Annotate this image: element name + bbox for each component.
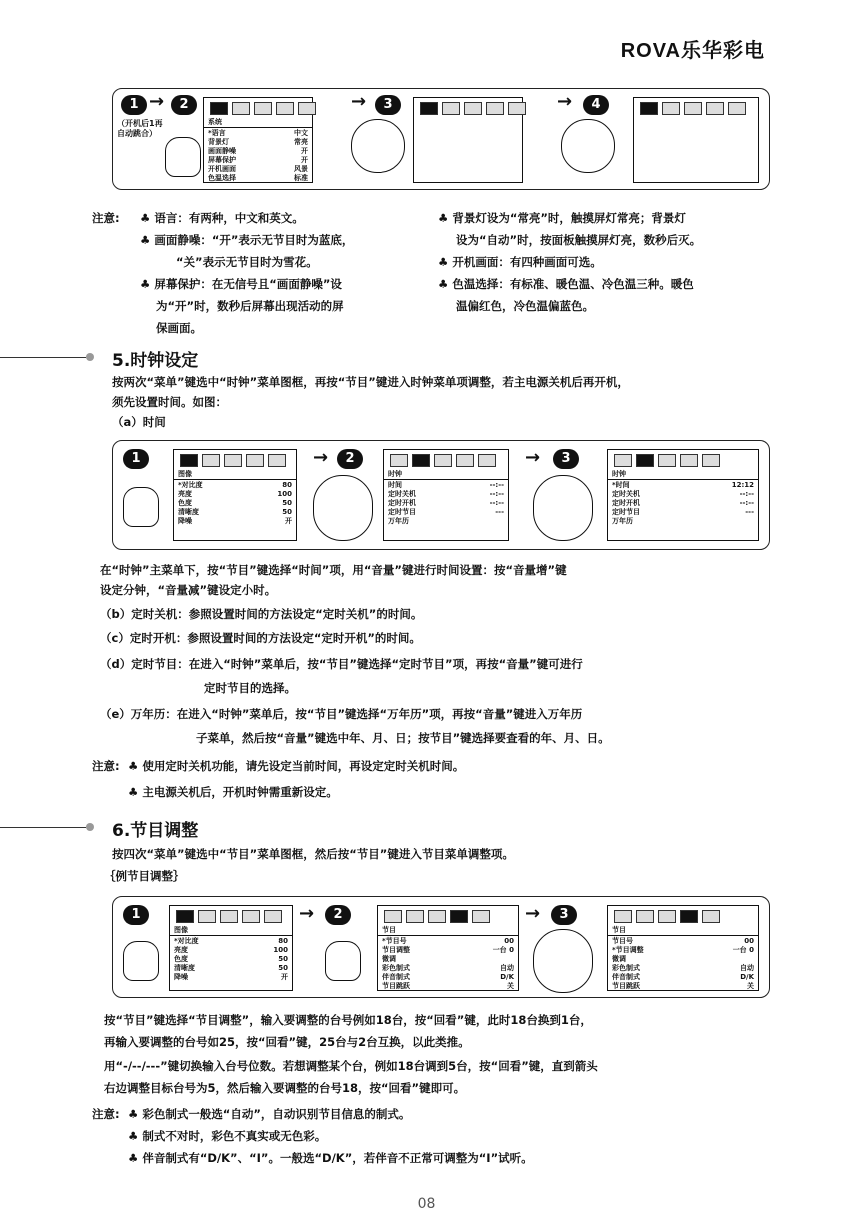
menu-row: 节目号 00 (612, 937, 754, 945)
menu-screen-clock-set: 时钟 *时间 12:12 定时关机 --:-- 定时开机 --:-- 定时节目 --- 万年历 (607, 449, 759, 541)
menu-row: *节目号 00 (382, 937, 514, 945)
hand-icon (325, 941, 361, 981)
menu-screen-program-adjust: 节目 节目号 00 *节目调整 一台 0 微调 彩色制式 自动 伴音制式 D/K 节目跳跃 关 (607, 905, 759, 991)
note-item: ♣ 制式不对时，彩色不真实或无色彩。 (128, 1129, 327, 1143)
menu-row: 万年历 (388, 517, 409, 525)
note-item: ♣ 语言：有两种，中文和英文。 (140, 211, 304, 225)
paragraph: 用“-/--/---”键切换输入台号位数。若想调整某个台，例如18台调到5台，按“回看”键，直到箭头 (104, 1059, 598, 1073)
note-item: 设为“自动”时，按面板触摸屏灯亮，数秒后灭。 (456, 233, 702, 247)
menu-row: 定时关机 --:-- (388, 490, 504, 498)
note-item: ♣ 使用定时关机功能，请先设定当前时间，再设定定时关机时间。 (128, 759, 465, 773)
paragraph: 右边调整目标台号为5，然后输入要调整的台号18，按“回看”键即可。 (104, 1081, 466, 1095)
note-item: ♣ 背景灯设为“常亮”时，触摸屏灯常亮；背景灯 (438, 211, 686, 225)
remote-keypad-icon (351, 119, 405, 173)
menu-row: 节目跳跃 关 (382, 982, 514, 990)
menu-row: 开机画面 风景 (208, 165, 308, 173)
menu-row: 定时节目 --- (388, 508, 504, 516)
figure-hint: （开机后1再 自动跳合） (117, 119, 163, 138)
figure-system-menu (112, 88, 770, 190)
figure-clock-menu: 1 图像 *对比度 80 亮度 100 色度 50 清晰度 50 降噪 开 → 2 时钟 时间 --:-- 定时关机 --:-- 定时开机 --:-- 定时节目 --- 万年历 → 3 时钟 *时间 12:12 定时关机 --:-- 定时开机 --:-- 定时节目 --- 万年历 (112, 440, 770, 550)
menu-row: 微调 (382, 955, 396, 963)
note-item: 为“开”时，数秒后屏幕出现活动的屏 (156, 299, 344, 313)
note-item: ♣ 主电源关机后，开机时钟需重新设定。 (128, 785, 338, 799)
arrow-icon: → (149, 91, 165, 112)
menu-row: 时间 --:-- (388, 481, 504, 489)
menu-row: *对比度 80 (174, 937, 288, 945)
arrow-icon: → (351, 91, 367, 112)
menu-row: 伴音制式 D/K (382, 973, 514, 981)
paragraph: （b）定时关机：参照设置时间的方法设定“定时关机”的时间。 (100, 607, 423, 621)
menu-row: 彩色制式 自动 (382, 964, 514, 972)
paragraph: （c）定时开机：参照设置时间的方法设定“定时开机”的时间。 (100, 631, 421, 645)
paragraph: （d）定时节目：在进入“时钟”菜单后，按“节目”键选择“定时节目”项，再按“音量”键可进行 (100, 657, 583, 671)
note-item: 保画面。 (156, 321, 202, 335)
menu-row: *对比度 80 (178, 481, 292, 489)
page-number: 08 (417, 1196, 436, 1212)
step-3-badge: 3 (375, 95, 401, 115)
menu-row: 降噪 开 (178, 517, 292, 525)
paragraph: （e）万年历：在进入“时钟”菜单后，按“节目”键选择“万年历”项，再按“音量”键进入万年历 (100, 707, 583, 721)
subheading: （a）时间 (112, 415, 166, 429)
note-label: 注意: (92, 1107, 120, 1121)
menu-row: *节目调整 一台 0 (612, 946, 754, 954)
note-item: ♣ 开机画面：有四种画面可选。 (438, 255, 602, 269)
menu-screen-program: 节目 *节目号 00 节目调整 一台 0 微调 彩色制式 自动 伴音制式 D/K 节目跳跃 关 (377, 905, 519, 991)
note-label: 注意: (92, 211, 120, 225)
menu-row: 降噪 开 (174, 973, 288, 981)
paragraph: 定时节目的选择。 (204, 681, 296, 695)
subheading: ｛例节目调整｝ (104, 869, 185, 883)
menu-row: 定时节目 --- (612, 508, 754, 516)
paragraph: 按四次“菜单”键选中“节目”菜单图框，然后按“节目”键进入节目菜单调整项。 (112, 847, 514, 861)
hand-icon (123, 941, 159, 981)
menu-title: 系统 (204, 118, 312, 128)
menu-row: 定时开机 --:-- (612, 499, 754, 507)
menu-row: *时间 12:12 (612, 481, 754, 489)
hand-icon (123, 487, 159, 527)
menu-row: *语言 中文 (208, 129, 308, 137)
menu-row: 画面静噪 开 (208, 147, 308, 155)
note-item: ♣ 屏幕保护：在无信号且“画面静噪”设 (140, 277, 342, 291)
note-item: 温偏红色，冷色温偏蓝色。 (456, 299, 594, 313)
section-title-clock: 5.时钟设定 (112, 351, 199, 371)
menu-screen-3 (633, 97, 759, 183)
paragraph: 设定分钟，“音量减”键设定小时。 (100, 583, 277, 597)
remote-keypad-icon (533, 929, 593, 993)
menu-screen-clock: 时钟 时间 --:-- 定时关机 --:-- 定时开机 --:-- 定时节目 --- 万年历 (383, 449, 509, 541)
menu-row: 色度 50 (178, 499, 292, 507)
menu-row: 亮度 100 (178, 490, 292, 498)
paragraph: 在“时钟”主菜单下，按“节目”键选择“时间”项，用“音量”键进行时间设置：按“音量增”键 (100, 563, 567, 577)
note-label: 注意: (92, 759, 120, 773)
note-item: ♣ 伴音制式有“D/K”、“I”。一般选“D/K”，若伴音不正常可调整为“I”试听。 (128, 1151, 533, 1165)
menu-row: 色温选择 标准 (208, 174, 308, 182)
menu-row: 微调 (612, 955, 626, 963)
menu-row: 伴音制式 D/K (612, 973, 754, 981)
menu-row: 清晰度 50 (178, 508, 292, 516)
paragraph: 按“节目”键选择“节目调整”，输入要调整的台号例如18台，按“回看”键，此时18台换到1台， (104, 1013, 592, 1027)
menu-row: 屏幕保护 开 (208, 156, 308, 164)
note-item: “关”表示无节目时为雪花。 (176, 255, 318, 269)
step-2-badge: 2 (171, 95, 197, 115)
section-title-program: 6.节目调整 (112, 821, 199, 841)
menu-screen-1 (203, 97, 313, 183)
menu-row: 色度 50 (174, 955, 288, 963)
remote-keypad-icon (313, 475, 373, 541)
menu-row: 彩色制式 自动 (612, 964, 754, 972)
step-4-badge: 4 (583, 95, 609, 115)
menu-row: 亮度 100 (174, 946, 288, 954)
menu-screen-image: 图像 *对比度 80 亮度 100 色度 50 清晰度 50 降噪 开 (173, 449, 297, 541)
menu-row: 节目跳跃 关 (612, 982, 754, 990)
figure-program-menu: 1 图像 *对比度 80 亮度 100 色度 50 清晰度 50 降噪 开 → 2 节目 *节目号 00 节目调整 一台 0 微调 彩色制式 自动 伴音制式 D/K 节目跳跃 关 → 3 节目 节目号 00 *节目调整 一台 0 微调 彩色制式 自动 伴音制式 D/K 节目跳跃 关 (112, 896, 770, 998)
arrow-icon: → (557, 91, 573, 112)
hand-icon (165, 137, 201, 177)
menu-row: 节目调整 一台 0 (382, 946, 514, 954)
menu-row: 清晰度 50 (174, 964, 288, 972)
paragraph: 须先设置时间。如图： (112, 395, 227, 409)
step-1-badge: 1 (121, 95, 147, 115)
menu-row: 定时关机 --:-- (612, 490, 754, 498)
menu-row: 万年历 (612, 517, 633, 525)
menu-screen-image: 图像 *对比度 80 亮度 100 色度 50 清晰度 50 降噪 开 (169, 905, 293, 991)
note-item: ♣ 画面静噪：“开”表示无节目时为蓝底， (140, 233, 354, 247)
remote-keypad-icon (533, 475, 593, 541)
menu-screen-2 (413, 97, 523, 183)
menu-row: 背景灯 常亮 (208, 138, 308, 146)
paragraph: 子菜单，然后按“音量”键选中年、月、日；按节目”键选择要查看的年、月、日。 (196, 731, 610, 745)
menu-row: 定时开机 --:-- (388, 499, 504, 507)
paragraph: 按两次“菜单”键选中“时钟”菜单图框，再按“节目”键进入时钟菜单项调整，若主电源关机后再开机， (112, 375, 629, 389)
brand-logo: ROVA乐华彩电 (620, 40, 765, 62)
paragraph: 再输入要调整的台号如25，按“回看”键，25台与2台互换，以此类推。 (104, 1035, 470, 1049)
note-item: ♣ 色温选择：有标准、暖色温、冷色温三种。暖色 (438, 277, 694, 291)
remote-keypad-icon (561, 119, 615, 173)
note-item: ♣ 彩色制式一般选“自动”，自动识别节目信息的制式。 (128, 1107, 411, 1121)
